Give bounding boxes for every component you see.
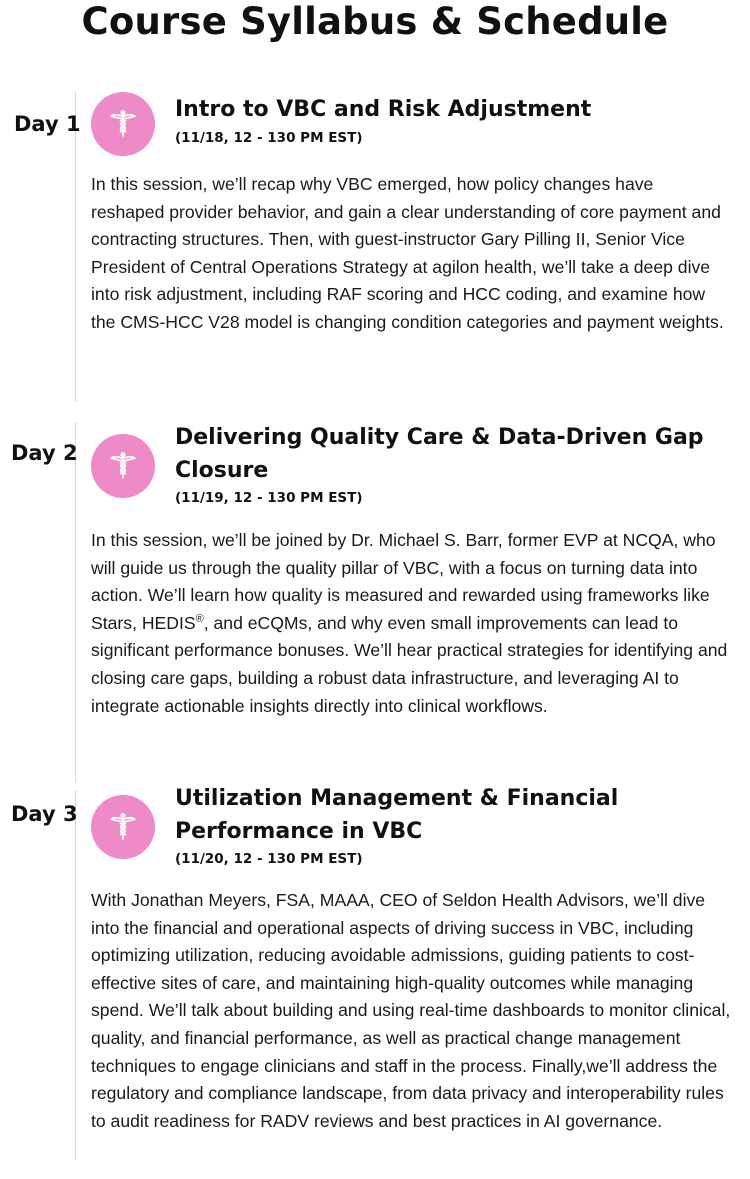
session-title: Utilization Management & Financial Performance in VBC — [175, 786, 619, 844]
session-time: (11/20, 12 - 130 PM EST) — [175, 851, 363, 867]
day-label: Day 1 — [14, 112, 81, 136]
session-description: In this session, we’ll recap why VBC emerged, how policy changes have reshaped provider behavior, and gain a clear understanding of core payment and contracting structures. Then, with guest-instructor Gary Pilling II, Senior Vice President of Central Operations Strategy at agilon health, we’ll take a deep dive into risk adjustment, including RAF scoring and HCC coding, and examine how the CMS-HCC V28 model is changing condition categories and payment weights. — [91, 174, 724, 332]
session-time: (11/18, 12 - 130 PM EST) — [175, 130, 363, 146]
page-title: Course Syllabus & Schedule — [81, 0, 669, 43]
caduceus-icon — [91, 795, 155, 859]
day-label: Day 2 — [11, 441, 78, 465]
session-title: Delivering Quality Care & Data-Driven Gap Closure — [175, 425, 704, 483]
session-description: With Jonathan Meyers, FSA, MAAA, CEO of Seldon Health Advisors, we’ll dive into the financial and operational aspects of driving success in VBC, including optimizing utilization, reducing avoidable admissions, guiding patients to cost-effective sites of care, and maintaining high-quality outcomes while managing spend. We’ll talk about building and using real-time dashboards to monitor clinical, quality, and financial performance, as well as practical change management techniques to engage clinicians and staff in the process. Finally,we’ll address the regulatory and compliance landscape, from data privacy and interoperability rules to audit readiness for RADV reviews and best practices in AI governance. — [91, 890, 731, 1131]
description-text: , and eCQMs, and why even small improvements can lead to significant performance bonuses. We’ll hear practical strategies for identifying and closing care gaps, building a robust data infrastructure, and leveraging AI to integrate actionable insights directly into clinical workflows. — [91, 612, 728, 716]
description-text: In this session, we’ll be joined by Dr. Michael S. Barr, former EVP at NCQA, who will guide us through the quality pillar of VBC, with a focus on turning data into action. We’ll learn how quality is measured and rewarded using frameworks like Stars, HEDIS — [91, 530, 716, 633]
timeline-line — [75, 790, 76, 1160]
session-time: (11/19, 12 - 130 PM EST) — [175, 490, 363, 506]
timeline-line — [75, 92, 76, 402]
caduceus-icon — [91, 92, 155, 156]
session-title: Intro to VBC and Risk Adjustment — [175, 97, 592, 122]
timeline-line — [75, 422, 76, 782]
session-description — [91, 527, 731, 720]
caduceus-icon — [91, 434, 155, 498]
day-label: Day 3 — [11, 802, 78, 826]
registered-mark: ® — [195, 612, 204, 625]
